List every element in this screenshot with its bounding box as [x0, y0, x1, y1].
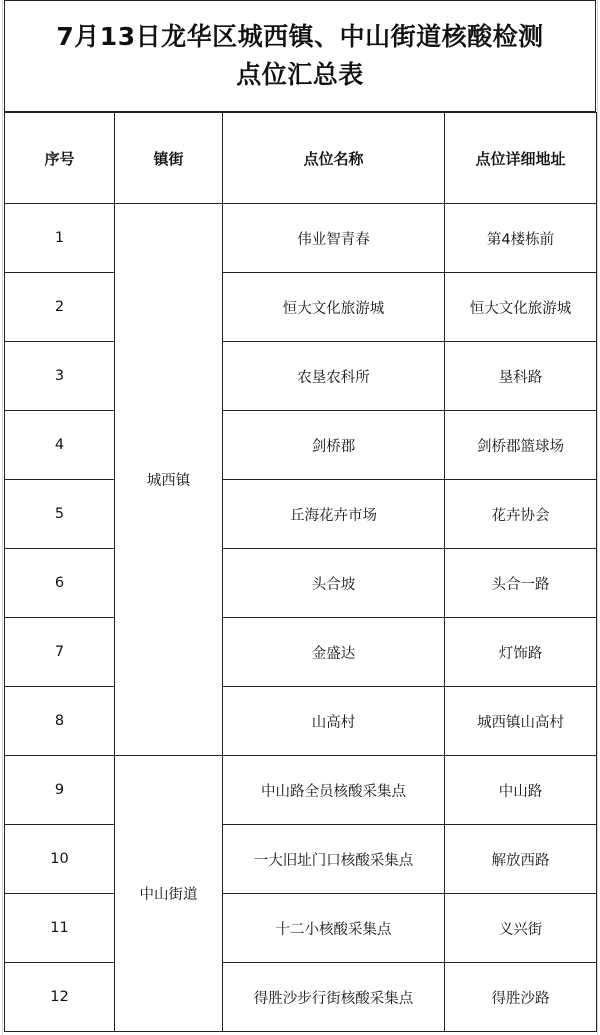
table-body [5, 204, 597, 1032]
row-index: 1 [5, 204, 115, 273]
site-name-cell: 恒大文化旅游城 [223, 273, 445, 342]
site-address-cell: 头合一路 [445, 549, 597, 618]
title-line-1: 7月13日龙华区城西镇、中山街道核酸检测 [56, 22, 544, 51]
header-row [5, 113, 597, 204]
row-index: 11 [5, 894, 115, 963]
row-index: 12 [5, 963, 115, 1032]
table-row [5, 342, 597, 411]
site-address-cell: 剑桥郡篮球场 [445, 411, 597, 480]
table-row [5, 756, 597, 825]
row-index: 5 [5, 480, 115, 549]
header-address: 点位详细地址 [445, 113, 597, 204]
row-index: 6 [5, 549, 115, 618]
row-index: 4 [5, 411, 115, 480]
site-name-cell: 伟业智青春 [223, 204, 445, 273]
row-index: 9 [5, 756, 115, 825]
row-index: 3 [5, 342, 115, 411]
site-address-cell: 垦科路 [445, 342, 597, 411]
table-row [5, 687, 597, 756]
table-row [5, 549, 597, 618]
site-address-cell: 花卉协会 [445, 480, 597, 549]
site-name-cell: 剑桥郡 [223, 411, 445, 480]
town-cell: 中山街道 [115, 756, 223, 1032]
town-cell: 城西镇 [115, 204, 223, 756]
site-address-cell: 得胜沙路 [445, 963, 597, 1032]
table-row [5, 618, 597, 687]
site-name-cell: 山高村 [223, 687, 445, 756]
title-line-2: 点位汇总表 [236, 60, 364, 89]
site-address-cell: 城西镇山高村 [445, 687, 597, 756]
site-name-cell: 得胜沙步行街核酸采集点 [223, 963, 445, 1032]
site-name-cell: 头合坡 [223, 549, 445, 618]
table-row [5, 480, 597, 549]
site-address-cell: 中山路 [445, 756, 597, 825]
site-name-cell: 丘海花卉市场 [223, 480, 445, 549]
site-name-cell: 中山路全员核酸采集点 [223, 756, 445, 825]
header-town: 镇街 [115, 113, 223, 204]
table-row [5, 411, 597, 480]
table-row [5, 963, 597, 1032]
header-index: 序号 [5, 113, 115, 204]
table-row [5, 204, 597, 273]
site-name-cell: 一大旧址门口核酸采集点 [223, 825, 445, 894]
table-row [5, 273, 597, 342]
table-title [4, 0, 596, 112]
testing-sites-table [4, 112, 597, 1032]
site-name-cell: 农垦农科所 [223, 342, 445, 411]
table-row [5, 825, 597, 894]
site-address-cell: 恒大文化旅游城 [445, 273, 597, 342]
site-name-cell: 十二小核酸采集点 [223, 894, 445, 963]
site-address-cell: 第4楼栋前 [445, 204, 597, 273]
site-address-cell: 灯饰路 [445, 618, 597, 687]
row-index: 10 [5, 825, 115, 894]
site-name-cell: 金盛达 [223, 618, 445, 687]
table-row [5, 894, 597, 963]
header-site-name: 点位名称 [223, 113, 445, 204]
row-index: 2 [5, 273, 115, 342]
site-address-cell: 解放西路 [445, 825, 597, 894]
sheet-gridline [597, 0, 598, 1035]
site-address-cell: 义兴街 [445, 894, 597, 963]
row-index: 7 [5, 618, 115, 687]
sheet-gridline [2, 0, 3, 1035]
row-index: 8 [5, 687, 115, 756]
